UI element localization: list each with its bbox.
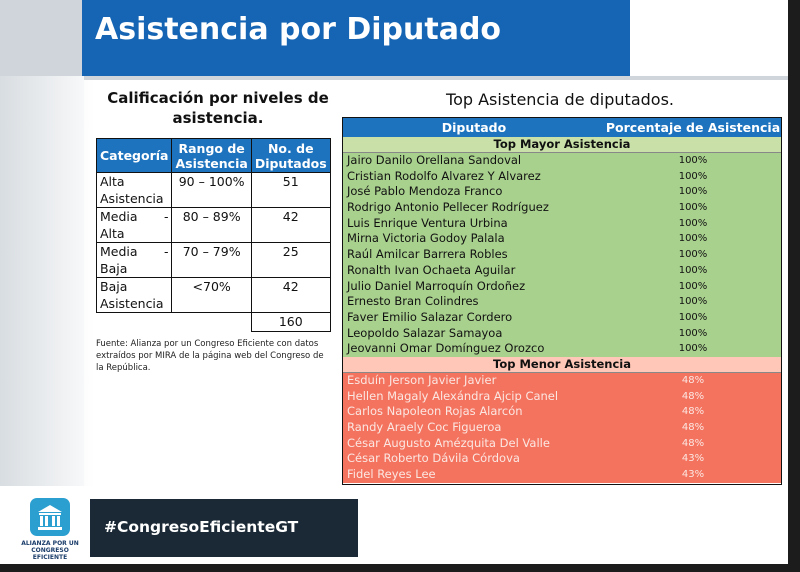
top-mayor-list xyxy=(343,153,781,357)
attendance-percentage: 100% xyxy=(678,311,708,323)
attendance-percentage: 100% xyxy=(678,170,708,182)
table-row xyxy=(97,278,331,313)
diputado-name: Jairo Danilo Orellana Sandoval xyxy=(347,153,522,167)
range-cell: 90 – 100% xyxy=(172,173,251,208)
diputado-name: Leopoldo Salazar Samayoa xyxy=(347,325,503,340)
attendance-percentage: 100% xyxy=(678,264,708,276)
slide-title: Asistencia por Diputado xyxy=(95,12,502,47)
category-cell: Alta Asistencia xyxy=(97,173,172,208)
header-rango: Rango de Asistencia xyxy=(172,139,251,173)
attendance-percentage: 48% xyxy=(681,374,705,386)
attendance-percentage: 100% xyxy=(678,202,708,214)
left-stripe xyxy=(0,76,84,486)
table-row xyxy=(97,173,331,208)
attendance-percentage: 48% xyxy=(681,406,705,418)
list-item xyxy=(343,341,781,357)
category-cell: Baja Asistencia xyxy=(97,278,172,313)
top-asistencia-table xyxy=(342,117,782,485)
list-item xyxy=(343,451,781,467)
list-item xyxy=(343,467,781,483)
attendance-percentage: 100% xyxy=(678,155,708,166)
list-item xyxy=(343,200,781,216)
logo-text: ALIANZA POR UN CONGRESO EFICIENTE xyxy=(21,540,79,561)
list-item xyxy=(343,216,781,232)
top-asistencia-heading: Top Asistencia de diputados. xyxy=(446,90,674,109)
diputado-name: Jeovanni Omar Domínguez Orozco xyxy=(347,341,545,356)
diputado-name: Raúl Amilcar Barrera Robles xyxy=(347,247,508,262)
list-item xyxy=(343,404,781,420)
top-menor-list xyxy=(343,373,781,483)
attendance-percentage: 100% xyxy=(678,296,708,308)
category-cell: Media - Alta xyxy=(97,208,172,243)
header-no-diputados: No. de Diputados xyxy=(251,139,330,173)
count-cell: 51 xyxy=(251,173,330,208)
list-item xyxy=(343,436,781,452)
diputado-name: Rodrigo Antonio Pellecer Rodríguez xyxy=(347,200,549,215)
total-cell: 160 xyxy=(251,313,330,332)
list-item xyxy=(343,231,781,247)
range-cell: 70 – 79% xyxy=(172,243,251,278)
calification-table xyxy=(96,138,331,332)
left-source-note: Fuente: Alianza por un Congreso Eficiente con datos extraídos por MIRA de la página web del Congreso de la República. xyxy=(96,339,324,373)
attendance-percentage: 100% xyxy=(678,280,708,292)
attendance-percentage: 48% xyxy=(681,437,705,449)
header-diputado: Diputado xyxy=(441,120,507,135)
section-top-mayor: Top Mayor Asistencia xyxy=(343,137,781,153)
calification-heading: Calificación por niveles de asistencia. xyxy=(107,89,329,127)
list-item xyxy=(343,153,781,169)
calification-header-row xyxy=(97,139,331,173)
list-item xyxy=(343,389,781,405)
attendance-percentage: 100% xyxy=(678,343,708,355)
table-row xyxy=(97,243,331,278)
diputado-name: Randy Araely Coc Figueroa xyxy=(347,420,502,434)
diputado-name: Ronalth Ivan Ochaeta Aguilar xyxy=(347,262,516,277)
diputado-name: Ernesto Bran Colindres xyxy=(347,294,479,309)
list-item xyxy=(343,247,781,263)
list-item xyxy=(343,420,781,436)
diputado-name: Esduín Jerson Javier Javier xyxy=(347,372,497,387)
header-right-panel xyxy=(630,0,788,76)
diputado-name: Cristian Rodolfo Alvarez Y Alvarez xyxy=(347,168,541,183)
table-row xyxy=(97,208,331,243)
attendance-percentage: 48% xyxy=(681,422,705,433)
hashtag-box xyxy=(90,499,358,557)
diputado-name: César Roberto Dávila Córdova xyxy=(347,451,520,466)
attendance-percentage: 100% xyxy=(678,249,708,261)
count-cell: 42 xyxy=(251,278,330,313)
diputado-name: José Pablo Mendoza Franco xyxy=(347,184,503,199)
diputado-name: Hellen Magaly Alexándra Ajcip Canel xyxy=(347,388,559,403)
total-row xyxy=(97,313,331,332)
header-porcentaje: Porcentaje de Asistencia xyxy=(605,120,781,135)
attendance-percentage: 100% xyxy=(678,186,708,198)
list-item xyxy=(343,263,781,279)
diputado-name: Luis Enrique Ventura Urbina xyxy=(347,215,508,230)
count-cell: 42 xyxy=(251,208,330,243)
list-item xyxy=(343,373,781,389)
attendance-percentage: 100% xyxy=(678,217,708,229)
list-item xyxy=(343,169,781,185)
diputado-name: Carlos Napoleon Rojas Alarcón xyxy=(347,404,523,419)
diputado-name: César Augusto Amézquita Del Valle xyxy=(347,435,550,450)
attendance-percentage: 100% xyxy=(678,233,708,245)
top-table-header xyxy=(343,118,781,137)
attendance-percentage: 100% xyxy=(678,327,708,339)
attendance-percentage: 43% xyxy=(681,469,705,481)
list-item xyxy=(343,326,781,342)
attendance-percentage: 48% xyxy=(681,390,705,402)
attendance-percentage: 43% xyxy=(681,453,705,465)
list-item xyxy=(343,184,781,200)
diputado-name: Julio Daniel Marroquín Ordoñez xyxy=(347,278,526,293)
count-cell: 25 xyxy=(251,243,330,278)
hashtag-text: #CongresoEficienteGT xyxy=(104,518,299,536)
diputado-name: Fidel Reyes Lee xyxy=(347,467,436,482)
capitol-building-icon xyxy=(24,498,76,542)
diputado-name: Mirna Victoria Godoy Palala xyxy=(347,231,505,246)
header-categoria: Categoría xyxy=(97,139,172,173)
range-cell: 80 – 89% xyxy=(172,208,251,243)
list-item xyxy=(343,294,781,310)
list-item xyxy=(343,310,781,326)
list-item xyxy=(343,279,781,295)
range-cell: <70% xyxy=(172,278,251,313)
section-top-menor: Top Menor Asistencia xyxy=(343,357,781,373)
category-cell: Media - Baja xyxy=(97,243,172,278)
diputado-name: Faver Emilio Salazar Cordero xyxy=(347,309,513,324)
